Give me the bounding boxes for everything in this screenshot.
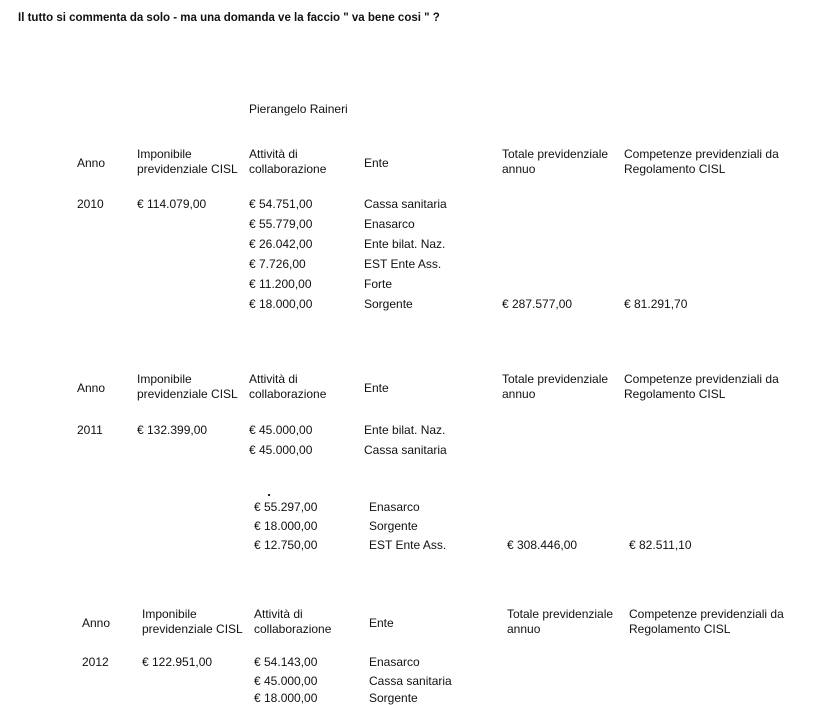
header-anno: Anno [77,381,106,395]
totale-cell: € 287.577,00 [502,297,573,311]
header-anno: Anno [77,156,106,170]
header-attivita [249,147,326,177]
header-attivita [249,372,326,402]
header-attivita-line2: collaborazione [249,162,327,176]
competenze-cell: € 81.291,70 [624,297,688,311]
header-competenze-line1: Competenze previdenziali da [629,607,784,621]
header-attivita [254,607,331,637]
ente-cell: Cassa sanitaria [369,674,452,688]
header-ente: Ente [364,156,389,170]
header-totale-line2: annuo [502,162,536,176]
header-totale-line1: Totale previdenziale [507,607,614,621]
amount-cell: € 26.042,00 [249,237,313,251]
header-totale-line2: annuo [502,387,536,401]
header-imponibile-line1: Imponibile [142,607,197,621]
header-imponibile-line2: previdenziale CISL [137,162,238,176]
ente-cell: EST Ente Ass. [364,257,442,271]
header-totale [502,372,608,402]
header-competenze-line1: Competenze previdenziali da [624,372,779,386]
imponibile-cell: € 114.079,00 [137,197,207,211]
header-competenze-line1: Competenze previdenziali da [624,147,779,161]
ente-cell: Cassa sanitaria [364,443,447,457]
ente-cell: Enasarco [369,500,420,514]
header-ente: Ente [364,381,389,395]
amount-cell: € 45.000,00 [249,443,313,457]
amount-cell: € 18.000,00 [254,691,318,705]
header-ente: Ente [369,616,394,630]
header-competenze-line2: Regolamento CISL [629,622,731,636]
header-totale [507,607,613,637]
header-imponibile [137,147,238,177]
ente-cell: Sorgente [369,519,418,533]
imponibile-cell: € 122.951,00 [142,655,213,669]
year-cell: 2012 [82,655,109,669]
ente-cell: Enasarco [364,217,415,231]
header-attivita-line1: Attività di [249,372,298,386]
imponibile-cell: € 132.399,00 [137,423,208,437]
ente-cell: Sorgente [364,297,413,311]
year-cell: 2011 [77,423,103,437]
header-imponibile-line1: Imponibile [137,147,192,161]
header-imponibile [142,607,243,637]
header-attivita-line1: Attività di [254,607,303,621]
amount-cell: € 55.779,00 [249,217,313,231]
header-imponibile-line1: Imponibile [137,372,192,386]
header-competenze [624,372,779,402]
ente-cell: Forte [364,277,393,291]
amount-cell: € 55.297,00 [254,500,318,514]
amount-cell: € 12.750,00 [254,538,318,552]
amount-cell: € 45.000,00 [254,674,318,688]
header-competenze-line2: Regolamento CISL [624,162,726,176]
person-name: Pierangelo Raineri [249,102,348,116]
header-imponibile-line2: previdenziale CISL [142,622,243,636]
ente-cell: Enasarco [369,655,420,669]
competenze-cell: € 82.511,10 [629,538,692,552]
amount-cell: € 11.200,00 [249,277,312,291]
header-imponibile-line2: previdenziale CISL [137,387,238,401]
ente-cell: Cassa sanitaria [364,197,447,211]
header-totale-line1: Totale previdenziale [502,147,609,161]
amount-cell: € 54.751,00 [249,197,313,211]
amount-cell: € 18.000,00 [249,297,313,311]
header-totale-line2: annuo [507,622,541,636]
header-attivita-line2: collaborazione [249,387,327,401]
header-totale-line1: Totale previdenziale [502,372,609,386]
amount-cell: € 54.143,00 [254,655,318,669]
ente-cell: EST Ente Ass. [369,538,447,552]
header-competenze [624,147,779,177]
header-competenze-line2: Regolamento CISL [624,387,726,401]
totale-cell: € 308.446,00 [507,538,578,552]
ente-cell: Ente bilat. Naz. [364,423,446,437]
header-anno: Anno [82,616,111,630]
ente-cell: Ente bilat. Naz. [364,237,446,251]
header-attivita-line1: Attività di [249,147,298,161]
header-attivita-line2: collaborazione [254,622,332,636]
header-competenze [629,607,784,637]
amount-cell: € 18.000,00 [254,519,318,533]
intro-text: Il tutto si commenta da solo - ma una domanda ve la faccio " va bene cosi " ? [18,12,440,24]
amount-cell: € 7.726,00 [249,257,306,271]
year-cell: 2010 [77,197,104,211]
amount-cell: € 45.000,00 [249,423,313,437]
header-totale [502,147,608,177]
ente-cell: Sorgente [369,691,418,705]
header-imponibile [137,372,238,402]
stray-dot [268,494,270,496]
